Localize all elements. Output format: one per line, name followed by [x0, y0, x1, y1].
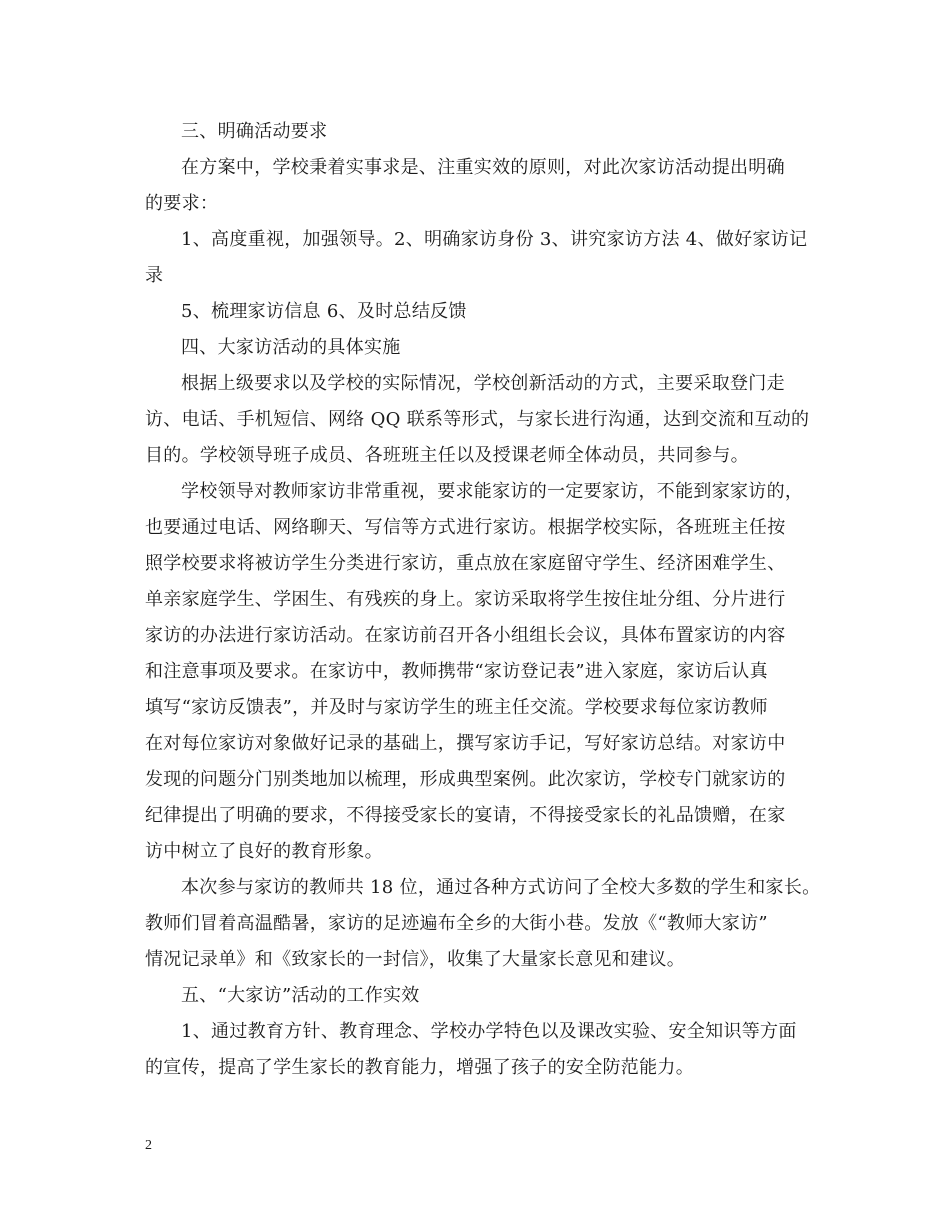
paragraph-line: 教师们冒着高温酷暑，家访的足迹遍布全乡的大街小巷。发放《“教师大家访”	[145, 913, 768, 934]
paragraph-line: 目的。学校领导班子成员、各班班主任以及授课老师全体动员，共同参与。	[145, 445, 749, 466]
paragraph-line: 的要求：	[145, 193, 219, 214]
paragraph-line: 单亲家庭学生、学困生、有残疾的身上。家访采取将学生按住址分组、分片进行	[145, 589, 786, 610]
section-heading-3: 三、明确活动要求	[181, 121, 328, 142]
paragraph-line: 情况记录单》和《致家长的一封信》，收集了大量家长意见和建议。	[145, 949, 685, 970]
paragraph-line: 学校领导对教师家访非常重视，要求能家访的一定要家访，不能到家家访的，	[181, 481, 804, 502]
paragraph-line: 也要通过电话、网络聊天、写信等方式进行家访。根据学校实际，各班班主任按	[145, 517, 786, 538]
paragraph-line: 访、电话、手机短信、网络 QQ 联系等形式，与家长进行沟通，达到交流和互动的	[145, 409, 810, 430]
paragraph-line: 家访的办法进行家访活动。在家访前召开各小组组长会议，具体布置家访的内容	[145, 625, 786, 646]
paragraph-line: 的宣传，提高了学生家长的教育能力，增强了孩子的安全防范能力。	[145, 1057, 694, 1078]
page-number: 2	[145, 1138, 152, 1153]
paragraph-line: 根据上级要求以及学校的实际情况，学校创新活动的方式，主要采取登门走	[181, 373, 785, 394]
paragraph-line: 在对每位家访对象做好记录的基础上，撰写家访手记，写好家访总结。对家访中	[145, 733, 786, 754]
paragraph-line: 纪律提出了明确的要求，不得接受家长的宴请，不得接受家长的礼品馈赠，在家	[145, 805, 786, 826]
paragraph-line: 发现的问题分门别类地加以梳理，形成典型案例。此次家访，学校专门就家访的	[145, 769, 786, 790]
paragraph-line: 录	[145, 265, 164, 286]
paragraph-line: 1、通过教育方针、教育理念、学校办学特色以及课改实验、安全知识等方面	[181, 1021, 797, 1042]
paragraph-line: 填写“家访反馈表”，并及时与家访学生的班主任交流。学校要求每位家访教师	[145, 697, 768, 718]
paragraph-line: 5、梳理家访信息 6、及时总结反馈	[181, 301, 467, 322]
paragraph-line: 照学校要求将被访学生分类进行家访，重点放在家庭留守学生、经济困难学生、	[145, 553, 786, 574]
paragraph-line: 本次参与家访的教师共 18 位，通过各种方式访问了全校大多数的学生和家长。	[181, 877, 821, 898]
paragraph-line: 访中树立了良好的教育形象。	[145, 841, 383, 862]
paragraph-line: 1、高度重视，加强领导。2、明确家访身份 3、讲究家访方法 4、做好家访记	[181, 229, 808, 250]
paragraph-line: 和注意事项及要求。在家访中，教师携带“家访登记表”进入家庭，家访后认真	[145, 661, 768, 682]
section-heading-5: 五、“大家访”活动的工作实效	[181, 985, 420, 1006]
section-heading-4: 四、大家访活动的具体实施	[181, 337, 401, 358]
paragraph-line: 在方案中，学校秉着实事求是、注重实效的原则，对此次家访活动提出明确	[181, 157, 785, 178]
